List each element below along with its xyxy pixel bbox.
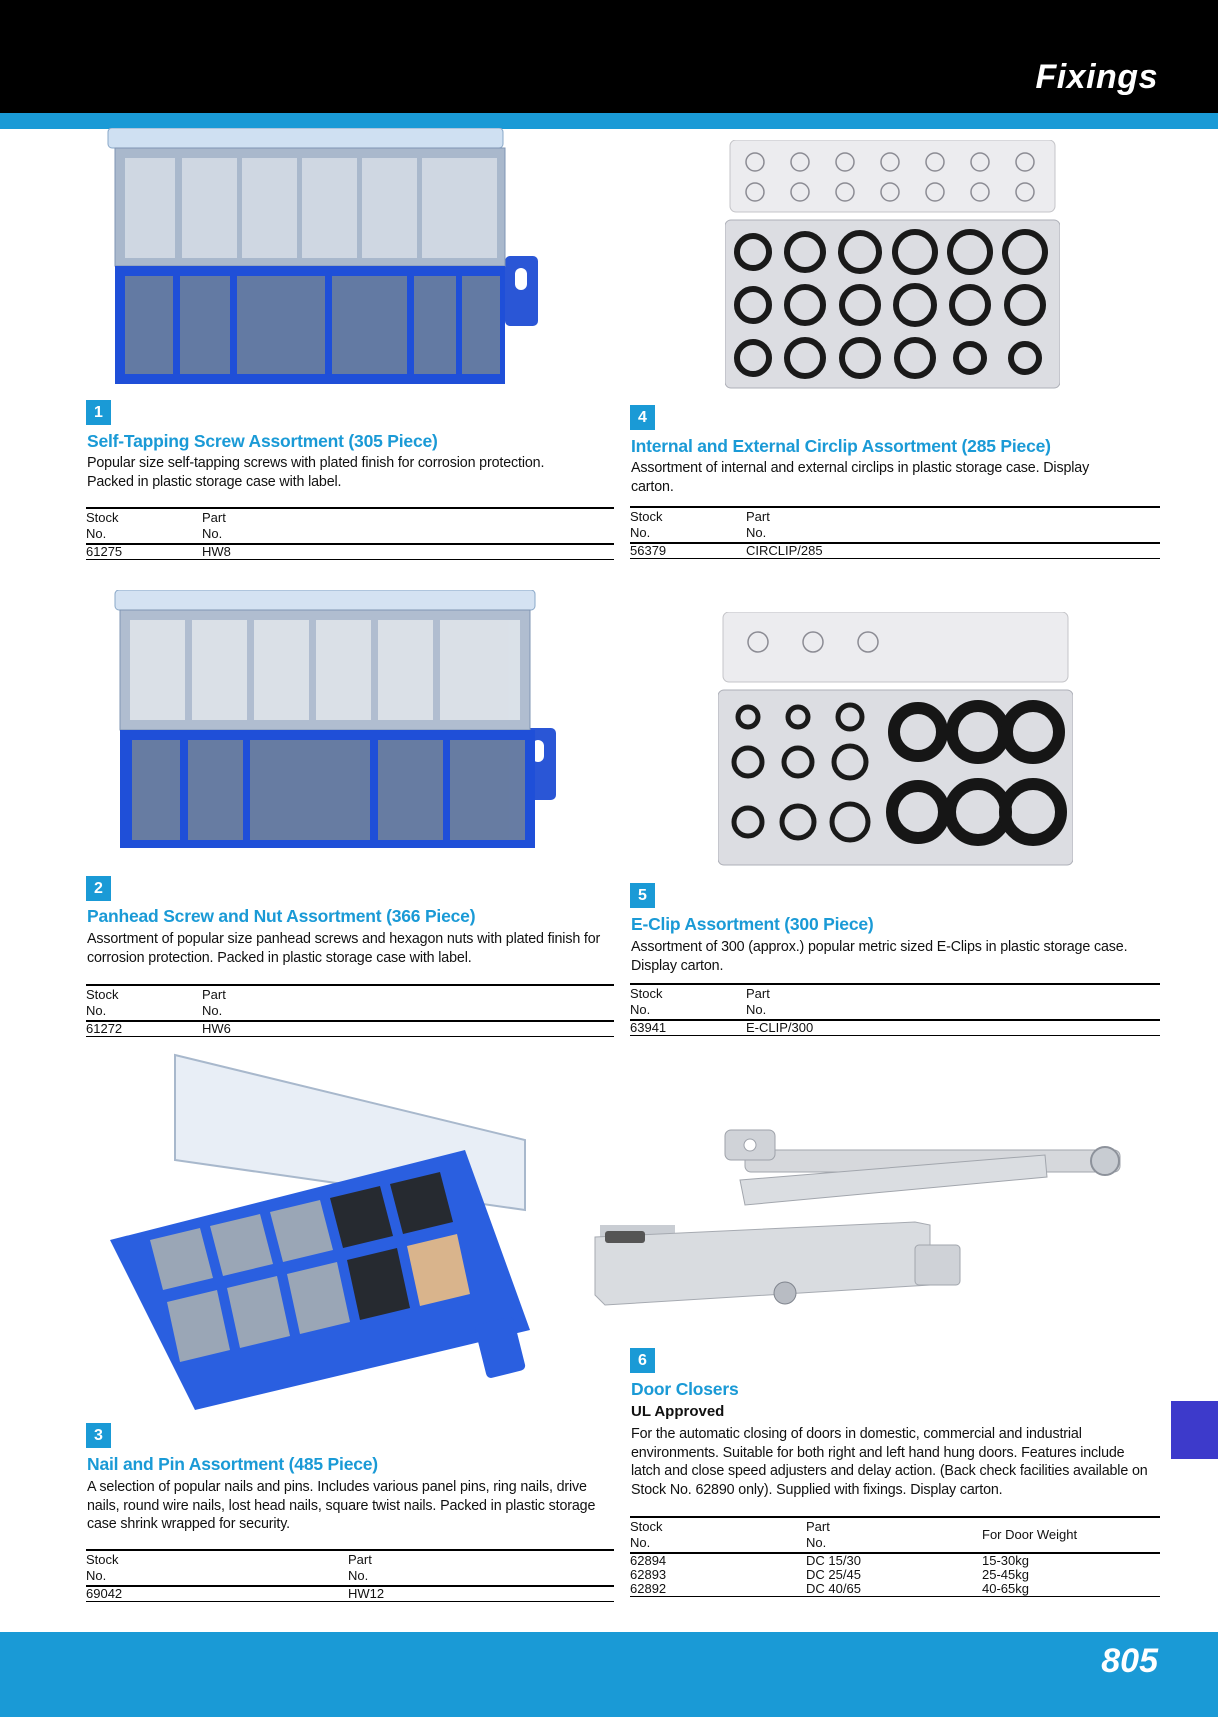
product-description: A selection of popular nails and pins. Includes various panel pins, ring nails, drive nails, round wire nails, lost head nails, square twist nails. Packed in plastic storage case shrink wrapped for security.	[87, 1479, 596, 1532]
e-clip-assortment-case-image	[718, 612, 1073, 867]
product-description: Assortment of 300 (approx.) popular metric sized E-Clips in plastic storage case. Display carton.	[631, 939, 1128, 974]
column-header-stock-no	[630, 984, 746, 1020]
column-header-stock-no	[86, 985, 202, 1021]
stock-no-cell: 62893	[630, 1567, 667, 1582]
part-no-cell: DC 25/45	[806, 1567, 861, 1582]
header-label: Part No.	[746, 509, 770, 540]
product-description: Popular size self-tapping screws with plated finish for corrosion protection. Packed in plastic storage case with label.	[87, 455, 545, 490]
nail-pin-assortment-case-image	[105, 1050, 535, 1410]
spec-table	[86, 984, 614, 1037]
header-label: Part No.	[806, 1519, 830, 1550]
screw-assortment-case-image	[100, 128, 540, 388]
column-header-stock-no	[86, 508, 202, 544]
part-no-cell: E-CLIP/300	[746, 1020, 1160, 1036]
table-row	[86, 544, 614, 560]
product-number-badge: 2	[86, 876, 111, 901]
product-description: For the automatic closing of doors in domestic, commercial and industrial environments. Suitable for both right and left hand hung doors. Features include latch and close speed adjusters and delay action. (Back check facilities available on Stock No. 62890 only). Supplied with fixings. Display carton.	[631, 1426, 1148, 1498]
column-header-stock-no	[86, 1550, 348, 1586]
header-label: Part No.	[202, 510, 226, 541]
header-label: Part No.	[348, 1552, 372, 1583]
product-title: Door Closers	[631, 1379, 739, 1399]
product-description: Assortment of popular size panhead screws and hexagon nuts with plated finish for corrosion protection. Packed in plastic storage case with label.	[87, 931, 601, 966]
header-label: Stock No.	[630, 986, 663, 1017]
panhead-screw-nut-case-image	[110, 590, 560, 860]
table-row	[86, 1586, 614, 1602]
header-label: Stock No.	[86, 510, 119, 541]
product-title: Internal and External Circlip Assortment (285 Piece)	[631, 436, 1051, 456]
column-header-door-weight	[982, 1517, 1160, 1553]
column-header-part-no	[202, 508, 614, 544]
part-no-cell: HW6	[202, 1021, 614, 1037]
spec-table	[630, 983, 1160, 1036]
part-no-cell: CIRCLIP/285	[746, 543, 1160, 559]
stock-no-cell: 69042	[86, 1586, 348, 1602]
header-label: Stock No.	[86, 1552, 119, 1583]
stock-no-cell: 62892	[630, 1582, 806, 1597]
door-weight-cell: 15-30kg	[982, 1553, 1029, 1568]
stock-no-cell: 63941	[630, 1020, 746, 1036]
section-side-tab[interactable]	[1171, 1401, 1218, 1459]
product-subtitle: UL Approved	[631, 1403, 725, 1420]
product-number-badge: 5	[630, 883, 655, 908]
product-title: E-Clip Assortment (300 Piece)	[631, 914, 874, 934]
table-row	[630, 1582, 1160, 1597]
header-label: For Door Weight	[982, 1527, 1078, 1542]
product-description: Assortment of internal and external circlips in plastic storage case. Display carton.	[631, 460, 1090, 495]
page-number: 805	[1101, 1642, 1158, 1680]
stock-no-cell: 61272	[86, 1021, 202, 1037]
column-header-part-no	[746, 507, 1160, 543]
header-label: Part No.	[202, 987, 226, 1018]
header-label: Stock No.	[630, 509, 663, 540]
spec-table	[630, 1516, 1160, 1597]
table-row	[630, 1568, 1160, 1582]
spec-table	[86, 507, 614, 560]
spec-table	[86, 1549, 614, 1602]
header-label: Stock No.	[630, 1519, 663, 1550]
stock-no-cell: 61275	[86, 544, 202, 560]
section-title: Fixings	[1035, 58, 1158, 96]
table-row	[630, 1020, 1160, 1036]
column-header-part-no	[348, 1550, 614, 1586]
product-number-badge: 6	[630, 1348, 655, 1373]
spec-table	[630, 506, 1160, 559]
product-number-badge: 4	[630, 405, 655, 430]
footer-bar	[0, 1632, 1218, 1717]
product-title: Self-Tapping Screw Assortment (305 Piece)	[87, 431, 438, 451]
table-row	[630, 543, 1160, 559]
header-accent-stripe	[0, 113, 1218, 129]
column-header-part-no	[806, 1517, 982, 1553]
table-row	[86, 1021, 614, 1037]
part-no-cell: HW8	[202, 544, 614, 560]
header-label: Stock No.	[86, 987, 119, 1018]
product-title: Panhead Screw and Nut Assortment (366 Piece)	[87, 906, 476, 926]
circlip-assortment-case-image	[725, 140, 1060, 390]
product-number-badge: 1	[86, 400, 111, 425]
door-closer-image	[585, 1125, 1180, 1325]
table-row	[630, 1553, 1160, 1568]
header-label: Part No.	[746, 986, 770, 1017]
column-header-part-no	[202, 985, 614, 1021]
door-weight-cell: 40-65kg	[982, 1582, 1160, 1597]
part-no-cell: HW12	[348, 1586, 614, 1602]
column-header-stock-no	[630, 1517, 806, 1553]
door-weight-cell: 25-45kg	[982, 1567, 1029, 1582]
column-header-stock-no	[630, 507, 746, 543]
part-no-cell: DC 15/30	[806, 1553, 861, 1568]
column-header-part-no	[746, 984, 1160, 1020]
stock-no-cell: 62894	[630, 1553, 667, 1568]
stock-no-cell: 56379	[630, 543, 746, 559]
part-no-cell: DC 40/65	[806, 1582, 982, 1597]
product-title: Nail and Pin Assortment (485 Piece)	[87, 1454, 378, 1474]
product-number-badge: 3	[86, 1423, 111, 1448]
